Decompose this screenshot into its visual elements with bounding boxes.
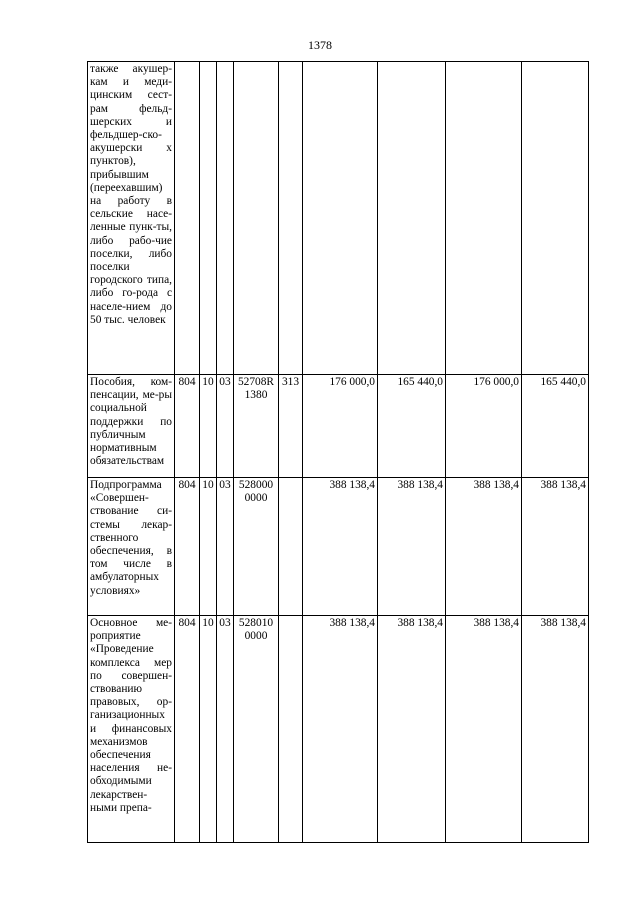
- target-code: 528010 0000: [234, 616, 279, 843]
- amount-2: 388 138,4: [378, 616, 446, 843]
- item-name: также акушер-кам и меди-цинским сест-рам фельд-шерских и фельдшер-ско-акушерски х пунктов), прибывшим (переехавшим) на работу в сельские насе-ленные пунк-ты, либо рабо-чие поселки, либо поселки городского типа, либо го-рода с населе-нием до 50 тыс. человек: [88, 62, 175, 375]
- amount-2: 388 138,4: [378, 478, 446, 616]
- page-number: 1378: [308, 38, 332, 52]
- amount-2: 165 440,0: [378, 375, 446, 478]
- expense-type-code: [279, 62, 303, 375]
- subsection-code: 03: [217, 616, 234, 843]
- table-row: [88, 478, 589, 616]
- amount-3: [446, 62, 522, 375]
- section-code: 10: [200, 478, 217, 616]
- table-row: [88, 375, 589, 478]
- target-code: 528000 0000: [234, 478, 279, 616]
- item-name: Основное ме-роприятие «Проведение комплекса мер по совершен-ствованию правовых, ор-ганизационных и финансовых механизмов обеспечения населения не-обходимыми лекарствен-ными препа-: [88, 616, 175, 843]
- amount-3: 388 138,4: [446, 478, 522, 616]
- expense-type-code: 313: [279, 375, 303, 478]
- amount-1: 388 138,4: [303, 478, 378, 616]
- amount-4: [522, 62, 589, 375]
- ministry-code: 804: [175, 478, 200, 616]
- budget-table: [87, 61, 589, 843]
- amount-4: 165 440,0: [522, 375, 589, 478]
- item-name: Подпрограмма «Совершен-ствование си-стемы лекар-ственного обеспечения, в том числе в амбулаторных условиях»: [88, 478, 175, 616]
- table-row: [88, 616, 589, 843]
- subsection-code: [217, 62, 234, 375]
- amount-3: 176 000,0: [446, 375, 522, 478]
- amount-4: 388 138,4: [522, 478, 589, 616]
- expense-type-code: [279, 478, 303, 616]
- amount-1: 388 138,4: [303, 616, 378, 843]
- section-code: 10: [200, 375, 217, 478]
- ministry-code: 804: [175, 616, 200, 843]
- ministry-code: 804: [175, 375, 200, 478]
- item-name: Пособия, ком-пенсации, ме-ры социальной поддержки по публичным нормативным обязательствам: [88, 375, 175, 478]
- amount-3: 388 138,4: [446, 616, 522, 843]
- amount-2: [378, 62, 446, 375]
- subsection-code: 03: [217, 478, 234, 616]
- amount-4: 388 138,4: [522, 616, 589, 843]
- section-code: [200, 62, 217, 375]
- target-code: 52708R 1380: [234, 375, 279, 478]
- section-code: 10: [200, 616, 217, 843]
- subsection-code: 03: [217, 375, 234, 478]
- expense-type-code: [279, 616, 303, 843]
- table-row: [88, 62, 589, 375]
- amount-1: 176 000,0: [303, 375, 378, 478]
- amount-1: [303, 62, 378, 375]
- ministry-code: [175, 62, 200, 375]
- target-code: [234, 62, 279, 375]
